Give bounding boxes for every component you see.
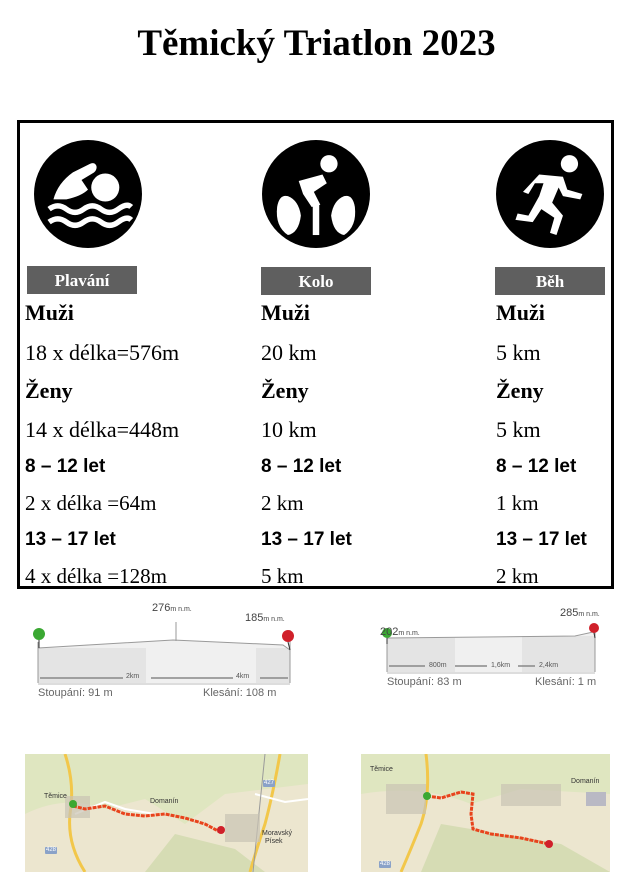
descent-total: Klesání: 1 m bbox=[535, 676, 597, 688]
cycling-icon bbox=[262, 140, 370, 248]
start-elevation: 202m n.m. bbox=[380, 626, 420, 638]
map-town-label: Domanín bbox=[571, 778, 600, 785]
category-8-12: 8 – 12 let bbox=[496, 456, 577, 477]
map-town-label: Těmice bbox=[44, 793, 67, 800]
category-women: Ženy bbox=[25, 378, 73, 403]
swimming-icon bbox=[34, 140, 142, 248]
category-women: Ženy bbox=[496, 378, 544, 403]
map-road-number: 428 bbox=[380, 861, 391, 867]
bike-elevation-profile bbox=[28, 600, 308, 705]
discipline-label: Plavání bbox=[27, 266, 137, 294]
category-13-17: 13 – 17 let bbox=[496, 529, 587, 550]
category-men: Muži bbox=[496, 300, 545, 325]
map-town-label: Písek bbox=[265, 838, 283, 845]
distance-tick: 2,4km bbox=[539, 662, 559, 669]
map-road-number: 428 bbox=[46, 847, 57, 853]
map-town-label: Moravský bbox=[262, 830, 292, 837]
distance-tick: 1,6km bbox=[491, 662, 511, 669]
run-route-map[interactable] bbox=[361, 754, 610, 872]
descent-total: Klesání: 108 m bbox=[203, 687, 277, 699]
discipline-label: Kolo bbox=[261, 267, 371, 295]
category-women: Ženy bbox=[261, 378, 309, 403]
climb-total: Stoupání: 83 m bbox=[387, 676, 462, 688]
disciplines-table bbox=[17, 120, 614, 589]
distance-tick: 4km bbox=[236, 673, 250, 680]
distance-13-17: 2 km bbox=[496, 564, 539, 588]
end-elevation: 285m n.m. bbox=[560, 607, 600, 619]
distance-13-17: 4 x délka =128m bbox=[25, 564, 167, 588]
climb-total: Stoupání: 91 m bbox=[38, 687, 113, 699]
distance-women: 10 km bbox=[261, 417, 317, 442]
category-men: Muži bbox=[25, 300, 74, 325]
distance-women: 5 km bbox=[496, 417, 541, 442]
discipline-label: Běh bbox=[495, 267, 605, 295]
discipline-column-bike bbox=[261, 123, 451, 586]
category-men: Muži bbox=[261, 300, 310, 325]
page-title: Těmický Triatlon 2023 bbox=[137, 23, 496, 64]
distance-men: 18 x délka=576m bbox=[25, 340, 180, 365]
distance-8-12: 1 km bbox=[496, 491, 539, 515]
discipline-column-run bbox=[496, 123, 633, 586]
distance-13-17: 5 km bbox=[261, 564, 304, 588]
end-elevation: 185m n.m. bbox=[245, 612, 285, 624]
bike-route-map[interactable] bbox=[25, 754, 308, 872]
max-elevation: 276m n.m. bbox=[152, 602, 192, 614]
run-elevation-profile bbox=[375, 600, 610, 695]
distance-men: 20 km bbox=[261, 340, 317, 365]
distance-men: 5 km bbox=[496, 340, 541, 365]
running-icon bbox=[496, 140, 604, 248]
distance-8-12: 2 x délka =64m bbox=[25, 491, 157, 515]
category-8-12: 8 – 12 let bbox=[261, 456, 342, 477]
category-8-12: 8 – 12 let bbox=[25, 456, 106, 477]
map-town-label: Těmice bbox=[370, 766, 393, 773]
category-13-17: 13 – 17 let bbox=[25, 529, 116, 550]
discipline-column-swim bbox=[25, 123, 215, 586]
distance-tick: 2km bbox=[126, 673, 140, 680]
map-road-number: 427 bbox=[264, 780, 275, 786]
category-13-17: 13 – 17 let bbox=[261, 529, 352, 550]
distance-tick: 800m bbox=[429, 662, 447, 669]
distance-8-12: 2 km bbox=[261, 491, 304, 515]
distance-women: 14 x délka=448m bbox=[25, 417, 180, 442]
map-town-label: Domanín bbox=[150, 798, 179, 805]
